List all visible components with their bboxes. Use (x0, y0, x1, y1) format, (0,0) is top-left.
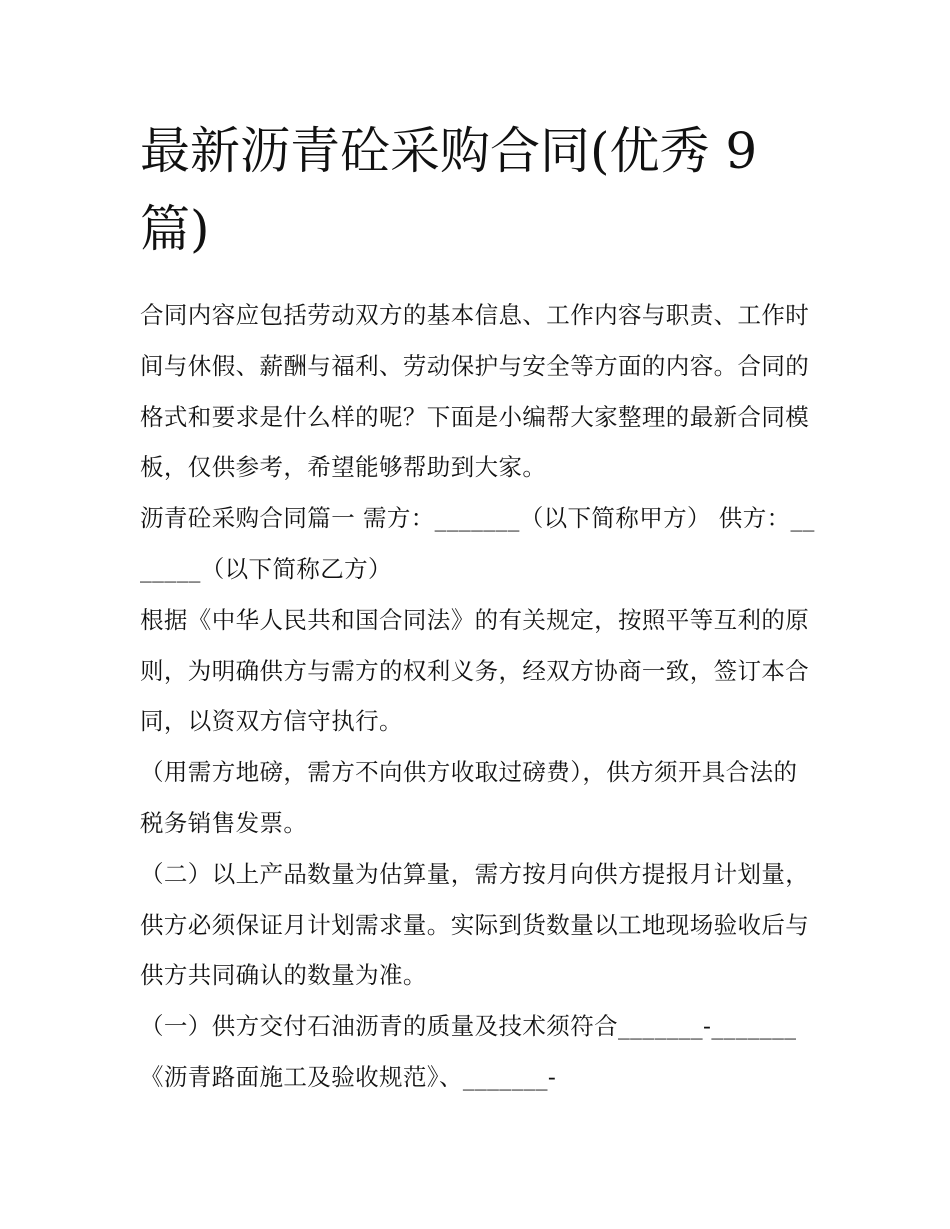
document-title: 最新沥青砼采购合同(优秀 9 篇) (140, 122, 758, 258)
paragraph-basis: 根据《中华人民共和国合同法》的有关规定，按照平等互利的原则，为明确供方与需方的权利义务，经双方协商一致，签订本合同，以资双方信守执行。 (140, 605, 810, 736)
paragraph-intro: 合同内容应包括劳动双方的基本信息、工作内容与职责、工作时间与休假、薪酬与福利、劳动保护与安全等方面的内容。合同的格式和要求是什么样的呢？下面是小编帮大家整理的最新合同模板，仅供参考，希望能够帮助到大家。 (140, 301, 810, 482)
paragraph-quality: （一）供方交付石油沥青的质量及技术须符合_______-_______《沥青路面施工及验收规范》、_______- (140, 1012, 797, 1091)
paragraph-quantity: （二）以上产品数量为估算量，需方按月向供方提报月计划量，供方必须保证月计划需求量。实际到货数量以工地现场验收后与供方共同确认的数量为准。 (140, 859, 810, 990)
document-content (140, 112, 816, 1103)
paragraph-parties: 沥青砼采购合同篇一 需方：_______（以下简称甲方） 供方：_______（以下简称乙方） (140, 504, 815, 583)
paragraph-weighing: （用需方地磅，需方不向供方收取过磅费），供方须开具合法的税务销售发票。 (140, 758, 798, 837)
